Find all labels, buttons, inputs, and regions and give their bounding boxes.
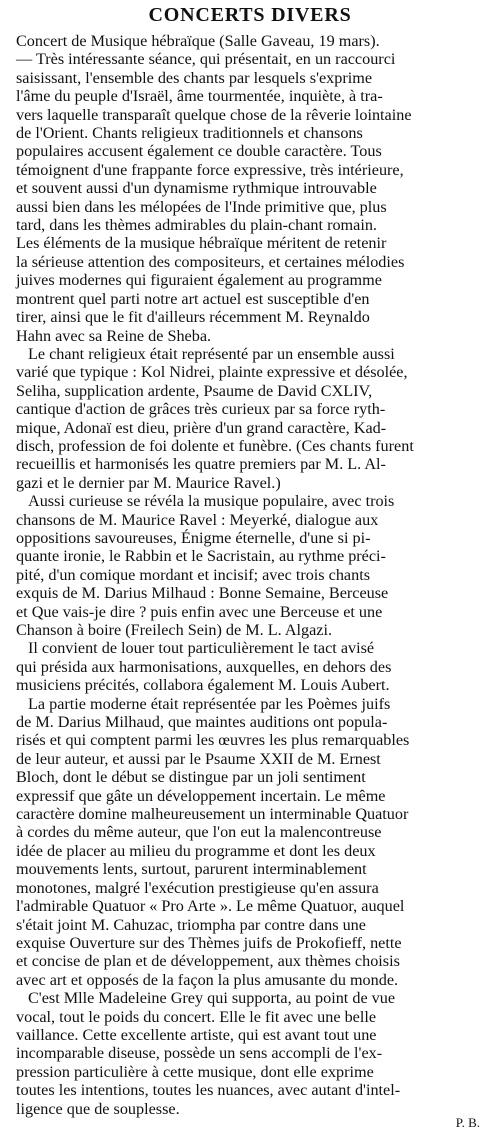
text-line: montrent quel parti notre art actuel est susceptible d'en bbox=[16, 289, 370, 308]
text-line: exquise Ouverture sur des Thèmes juifs de Prokofieff, nette bbox=[16, 933, 402, 952]
text-line: de leur auteur, et aussi par le Psaume XXII de M. Ernest bbox=[16, 749, 381, 768]
text-line: vocal, tout le poids du concert. Elle le fit avec une belle bbox=[16, 1007, 377, 1026]
text-line: oppositions savoureuses, Énigme éternelle, d'une si pi- bbox=[16, 528, 371, 547]
text-line: risés et qui comptent parmi les œuvres les plus remarquables bbox=[16, 731, 410, 750]
text-line: tard, dans les thèmes admirables du plain-chant romain. bbox=[16, 216, 377, 235]
text-line: de l'Orient. Chants religieux traditionnels et chansons bbox=[16, 124, 363, 143]
text-line: mique, Adonaï est dieu, prière d'un grand caractère, Kad- bbox=[16, 418, 387, 437]
article-title: CONCERTS DIVERS bbox=[148, 4, 352, 26]
paragraph bbox=[16, 695, 486, 990]
signature: P. B. bbox=[455, 1114, 480, 1130]
text-line: idée de placer au milieu du programme et dont les deux bbox=[16, 841, 376, 860]
text-line: ligence que de souplesse. bbox=[16, 1099, 180, 1118]
paragraph bbox=[16, 345, 486, 492]
text-line: pression particulière à cette musique, dont elle exprime bbox=[16, 1062, 374, 1081]
paragraph bbox=[16, 492, 486, 639]
text-line: Concert de Musique hébraïque (Salle Gaveau, 19 mars). bbox=[16, 32, 380, 50]
text-line: s'était joint M. Cahuzac, triompha par contre dans une bbox=[16, 915, 366, 934]
text-line: aussi bien dans les mélopées de l'Inde primitive que, plus bbox=[16, 197, 387, 216]
text-line: Bloch, dont le début se distingue par un joli sentiment bbox=[16, 768, 366, 787]
text-line: toutes les intentions, toutes les nuances, avec autant d'intel- bbox=[16, 1081, 401, 1100]
text-line: la sérieuse attention des compositeurs, et certaines mélodies bbox=[16, 252, 405, 271]
text-line: qui présida aux harmonisations, auxquelles, en dehors des bbox=[16, 657, 392, 676]
text-line: monotones, malgré l'exécution prestigieuse qu'en assura bbox=[16, 878, 379, 897]
text-line: La partie moderne était représentée par les Poèmes juifs bbox=[28, 694, 391, 713]
text-line: exquis de M. Darius Milhaud : Bonne Semaine, Berceuse bbox=[16, 584, 389, 603]
text-line: Seliha, supplication ardente, Psaume de David CXLIV, bbox=[16, 381, 373, 400]
text-line: Les éléments de la musique hébraïque méritent de retenir bbox=[16, 234, 387, 253]
text-line: avec art et opposés de la façon la plus amusante du monde. bbox=[16, 970, 399, 989]
text-line: juives modernes qui figuraient également au programme bbox=[16, 271, 382, 290]
text-line: Hahn avec sa Reine de Sheba. bbox=[16, 326, 212, 345]
text-line: chansons de M. Maurice Ravel : Meyerké, dialogue aux bbox=[16, 510, 379, 529]
text-line: de M. Darius Milhaud, que maintes auditions ont popula- bbox=[16, 713, 388, 732]
text-line: incomparable diseuse, possède un sens accompli de l'ex- bbox=[16, 1044, 383, 1063]
text-line: expressif que gâte un développement incertain. Le même bbox=[16, 786, 386, 805]
text-line: cantique d'action de grâces très curieux par sa force ryth- bbox=[16, 400, 386, 419]
text-line: à cordes du même auteur, que l'on eut la malencontreuse bbox=[16, 823, 382, 842]
text-line: Aussi curieuse se révéla la musique populaire, avec trois bbox=[28, 492, 395, 511]
text-line: vers laquelle transparaît quelque chose de la rêverie lointaine bbox=[16, 105, 412, 124]
text-line: mouvements lents, surtout, parurent interminablement bbox=[16, 860, 367, 879]
text-line: témoignent d'une frappante force expressive, très intérieure, bbox=[16, 160, 404, 179]
text-line: et concise de plan et de développement, aux thèmes choisis bbox=[16, 952, 400, 971]
text-line: Le chant religieux était représenté par un ensemble aussi bbox=[28, 344, 395, 363]
text-line: tirer, ainsi que le fit d'ailleurs récemment M. Reynaldo bbox=[16, 308, 370, 327]
text-line: vaillance. Cette excellente artiste, qui est avant tout une bbox=[16, 1025, 377, 1044]
text-line: quante ironie, le Rabbin et le Sacristain, au rythme préci- bbox=[16, 547, 386, 566]
text-line: pité, d'un comique mordant et incisif; avec trois chants bbox=[16, 565, 370, 584]
text-line: C'est Mlle Madeleine Grey qui supporta, au point de vue bbox=[28, 989, 396, 1008]
text-line: Chanson à boire (Freilech Sein) de M. L. Algazi. bbox=[16, 621, 333, 639]
text-line: disch, profession de foi dolente et funèbre. (Ces chants furent bbox=[16, 436, 414, 455]
text-line: gazi et le dernier par M. Maurice Ravel.) bbox=[16, 473, 281, 492]
text-line: musiciens précités, collabora également M. Louis Aubert. bbox=[16, 676, 390, 695]
text-line: saisissant, l'ensemble des chants par lesquels s'exprime bbox=[16, 68, 373, 87]
paragraph bbox=[16, 32, 486, 345]
text-line: — Très intéressante séance, qui présentait, en un raccourci bbox=[16, 50, 396, 69]
article-body bbox=[0, 26, 500, 1130]
paragraph bbox=[16, 989, 486, 1130]
text-line: l'admirable Quatuor « Pro Arte ». Le même Quatuor, auquel bbox=[16, 897, 405, 916]
text-line: varié que typique : Kol Nidrei, plainte expressive et désolée, bbox=[16, 363, 408, 382]
paragraph bbox=[16, 639, 486, 694]
text-line: et Que vais-je dire ? puis enfin avec une Berceuse et une bbox=[16, 602, 383, 621]
text-line: recueillis et harmonisés les quatre premiers par M. L. Al- bbox=[16, 455, 386, 474]
text-line: Il convient de louer tout particulièrement le tact avisé bbox=[28, 639, 375, 658]
text-line: l'âme du peuple d'Israël, âme tourmentée, inquiète, à tra- bbox=[16, 87, 383, 106]
text-line: caractère domine malheureusement un interminable Quatuor bbox=[16, 805, 409, 824]
text-line: et souvent aussi d'un dynamisme rythmique introuvable bbox=[16, 179, 377, 198]
text-line: populaires accusent également ce double caractère. Tous bbox=[16, 142, 382, 161]
